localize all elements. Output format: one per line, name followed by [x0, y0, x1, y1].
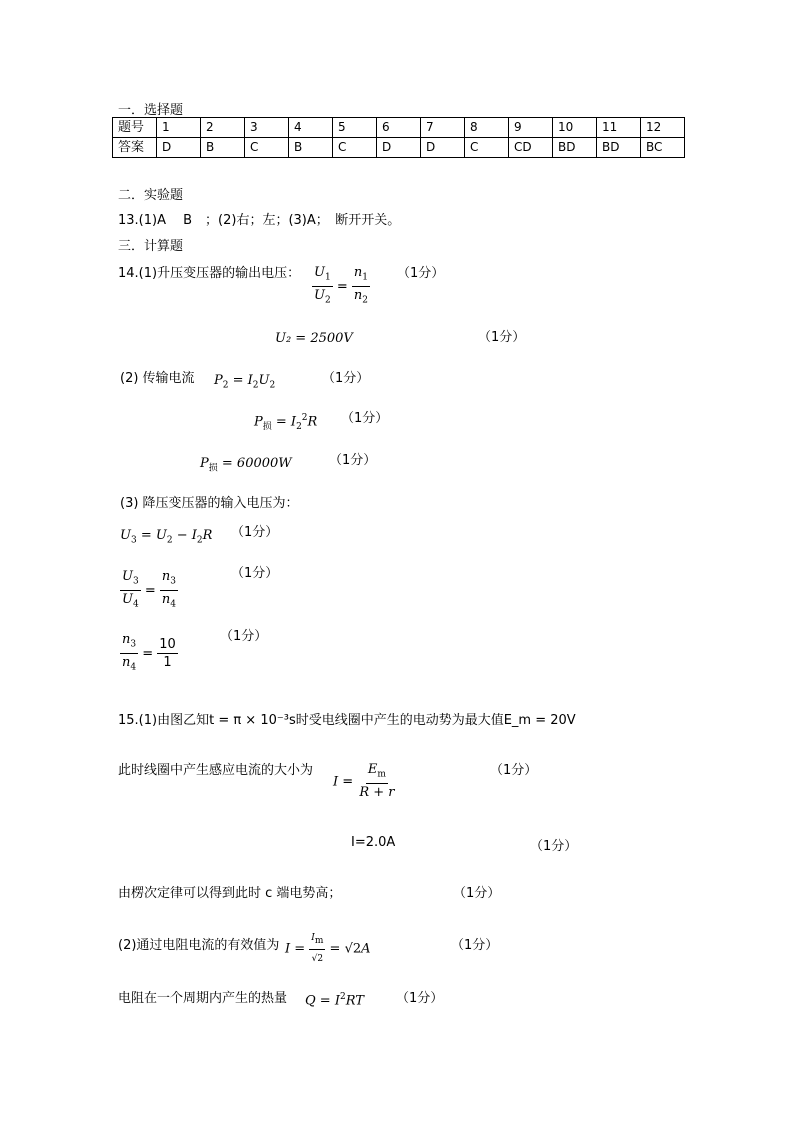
table-cell: 12: [641, 118, 685, 138]
table-cell: 8: [465, 118, 509, 138]
table-cell: 6: [377, 118, 421, 138]
table-cell: B: [289, 138, 333, 158]
score-mark: （1分）: [397, 266, 445, 281]
table-row: [113, 138, 685, 158]
score-mark: （1分）: [530, 839, 578, 854]
q14-part2-text: (2) 传输电流: [120, 371, 195, 386]
score-mark: （1分）: [341, 411, 389, 426]
score-mark: （1分）: [453, 886, 501, 901]
formula-u2: U₂ = 2500V: [275, 331, 353, 346]
q15-part5-text: 电阻在一个周期内产生的热量: [118, 991, 288, 1006]
formula-n3-n4: $\frac{n_3}{n_4}$ = $\frac{10}{1}$: [122, 632, 176, 673]
table-cell: C: [465, 138, 509, 158]
table-cell: D: [377, 138, 421, 158]
score-mark: （1分）: [478, 330, 526, 345]
table-cell: BD: [597, 138, 641, 158]
table-cell: C: [333, 138, 377, 158]
table-cell: BC: [641, 138, 685, 158]
score-mark: （1分）: [231, 566, 279, 581]
score-mark: （1分）: [220, 629, 268, 644]
section-3-title: 三．计算题: [118, 239, 184, 254]
section-2-title: 二．实验题: [118, 188, 184, 203]
table-cell: 3: [245, 118, 289, 138]
current-value: I=2.0A: [351, 835, 396, 850]
table-cell: 2: [201, 118, 245, 138]
q14-part1-text: 14.(1)升压变压器的输出电压：: [118, 266, 301, 281]
section-1-title: 一．选择题: [118, 103, 184, 118]
q13-answer: 13.(1)A B ；(2)右；左；(3)A； 断开开关。: [118, 213, 401, 228]
table-cell: CD: [509, 138, 553, 158]
score-mark: （1分）: [396, 991, 444, 1006]
row-label: 答案: [113, 138, 157, 158]
score-mark: （1分）: [322, 371, 370, 386]
answer-table: [112, 117, 685, 158]
table-row: [113, 118, 685, 138]
table-cell: D: [421, 138, 465, 158]
formula-p2: $P_2 = I_2U_2$: [214, 373, 276, 391]
score-mark: （1分）: [490, 763, 538, 778]
formula-heat: $Q = I^2RT$: [305, 992, 364, 1009]
table-cell: 5: [333, 118, 377, 138]
formula-u3-u4: $\frac{U_3}{U_4}$ = $\frac{n_3}{n_4}$: [122, 569, 176, 610]
row-label: 题号: [113, 118, 157, 138]
q14-part3-text: (3) 降压变压器的输入电压为：: [120, 496, 299, 511]
formula-p-loss: $P_损 = I_2^2R$: [254, 413, 318, 432]
table-cell: 7: [421, 118, 465, 138]
score-mark: （1分）: [451, 938, 499, 953]
table-cell: B: [201, 138, 245, 158]
formula-p-loss-value: $P_损 = 60000W$: [200, 456, 292, 474]
q15-part3-text: 由楞次定律可以得到此时 c 端电势高；: [118, 886, 342, 901]
table-cell: C: [245, 138, 289, 158]
formula-u3: $U_3 = U_2 - I_2R$: [120, 528, 213, 546]
q15-part4-text: (2)通过电阻电流的有效值为: [118, 938, 280, 953]
formula-u1-u2: $\frac{U_1}{U_2}$ = $\frac{n_1}{n_2}$: [314, 265, 368, 306]
q15-part1-text: 15.(1)由图乙知t = π × 10⁻³s时受电线圈中产生的电动势为最大值E_m = 20V: [118, 713, 576, 728]
table-cell: 1: [157, 118, 201, 138]
table-cell: 4: [289, 118, 333, 138]
table-cell: 9: [509, 118, 553, 138]
table-cell: 10: [553, 118, 597, 138]
table-cell: D: [157, 138, 201, 158]
formula-effective-current: I = $\frac{I_m}{√2}$ = √2A: [285, 930, 371, 968]
score-mark: （1分）: [329, 453, 377, 468]
score-mark: （1分）: [231, 525, 279, 540]
table-cell: BD: [553, 138, 597, 158]
q15-part2-text: 此时线圈中产生感应电流的大小为: [118, 763, 314, 778]
formula-current: I = $\frac{E_m}{R + r}$: [333, 762, 395, 800]
table-cell: 11: [597, 118, 641, 138]
